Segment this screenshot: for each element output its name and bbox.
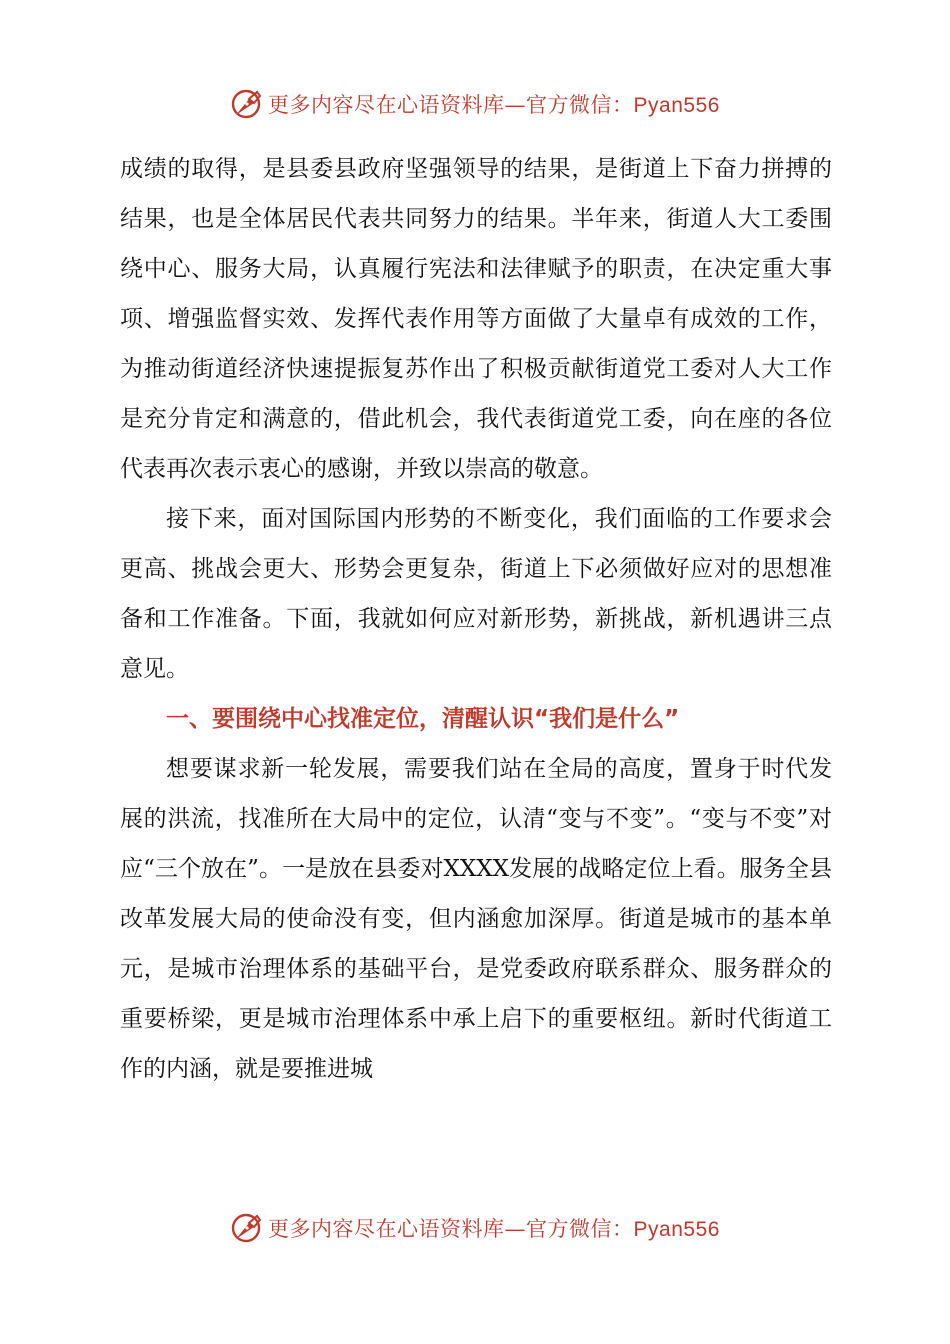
paragraph: 想要谋求新一轮发展，需要我们站在全局的高度，置身于时代发展的洪流，找准所在大局中的定位，认清“变与不变”。“变与不变”对应“三个放在”。一是放在县委对XXXX发展的战略定位上看。服务全县改革发展大局的使命没有变，但内涵愈加深厚。街道是城市的基本单元，是城市治理体系的基础平台，是党委政府联系群众、服务群众的重要桥梁，更是城市治理体系中承上启下的重要枢纽。新时代街道工作的内涵，就是要推进城 (120, 756, 832, 1082)
banner-text: 更多内容尽在心语资料库—官方微信：Pyan556 (268, 1217, 720, 1241)
section-heading: 一、要围绕中心找准定位，清醒认识“我们是什么” (166, 706, 680, 732)
wechat-id: Pyan556 (633, 94, 720, 117)
footer-banner (0, 1208, 950, 1248)
paragraph-continued: 成绩的取得，是县委县政府坚强领导的结果，是街道上下奋力拼搏的结果，也是全体居民代表共同努力的结果。半年来，街道人大工委围绕中心、服务大局，认真履行宪法和法律赋予的职责，在决定重大事项、增强监督实效、发挥代表作用等方面做了大量卓有成效的工作，为推动街道经济快速提振复苏作出了积极贡献街道党工委对人大工作是充分肯定和满意的，借此机会，我代表街道党工委，向在座的各位代表再次表示衷心的感谢，并致以崇高的敬意。 (120, 156, 832, 482)
banner-text: 更多内容尽在心语资料库—官方微信：Pyan556 (268, 93, 720, 117)
pen-nib-logo-icon (230, 87, 264, 121)
header-banner (0, 84, 950, 124)
paragraph: 接下来，面对国际国内形势的不断变化，我们面临的工作要求会更高、挑战会更大、形势会更复杂，街道上下必须做好应对的思想准备和工作准备。下面，我就如何应对新形势，新挑战，新机遇讲三点意见。 (120, 506, 832, 682)
document-body (120, 144, 832, 1094)
pen-nib-logo-icon (230, 1211, 264, 1245)
wechat-id: Pyan556 (633, 1218, 720, 1241)
